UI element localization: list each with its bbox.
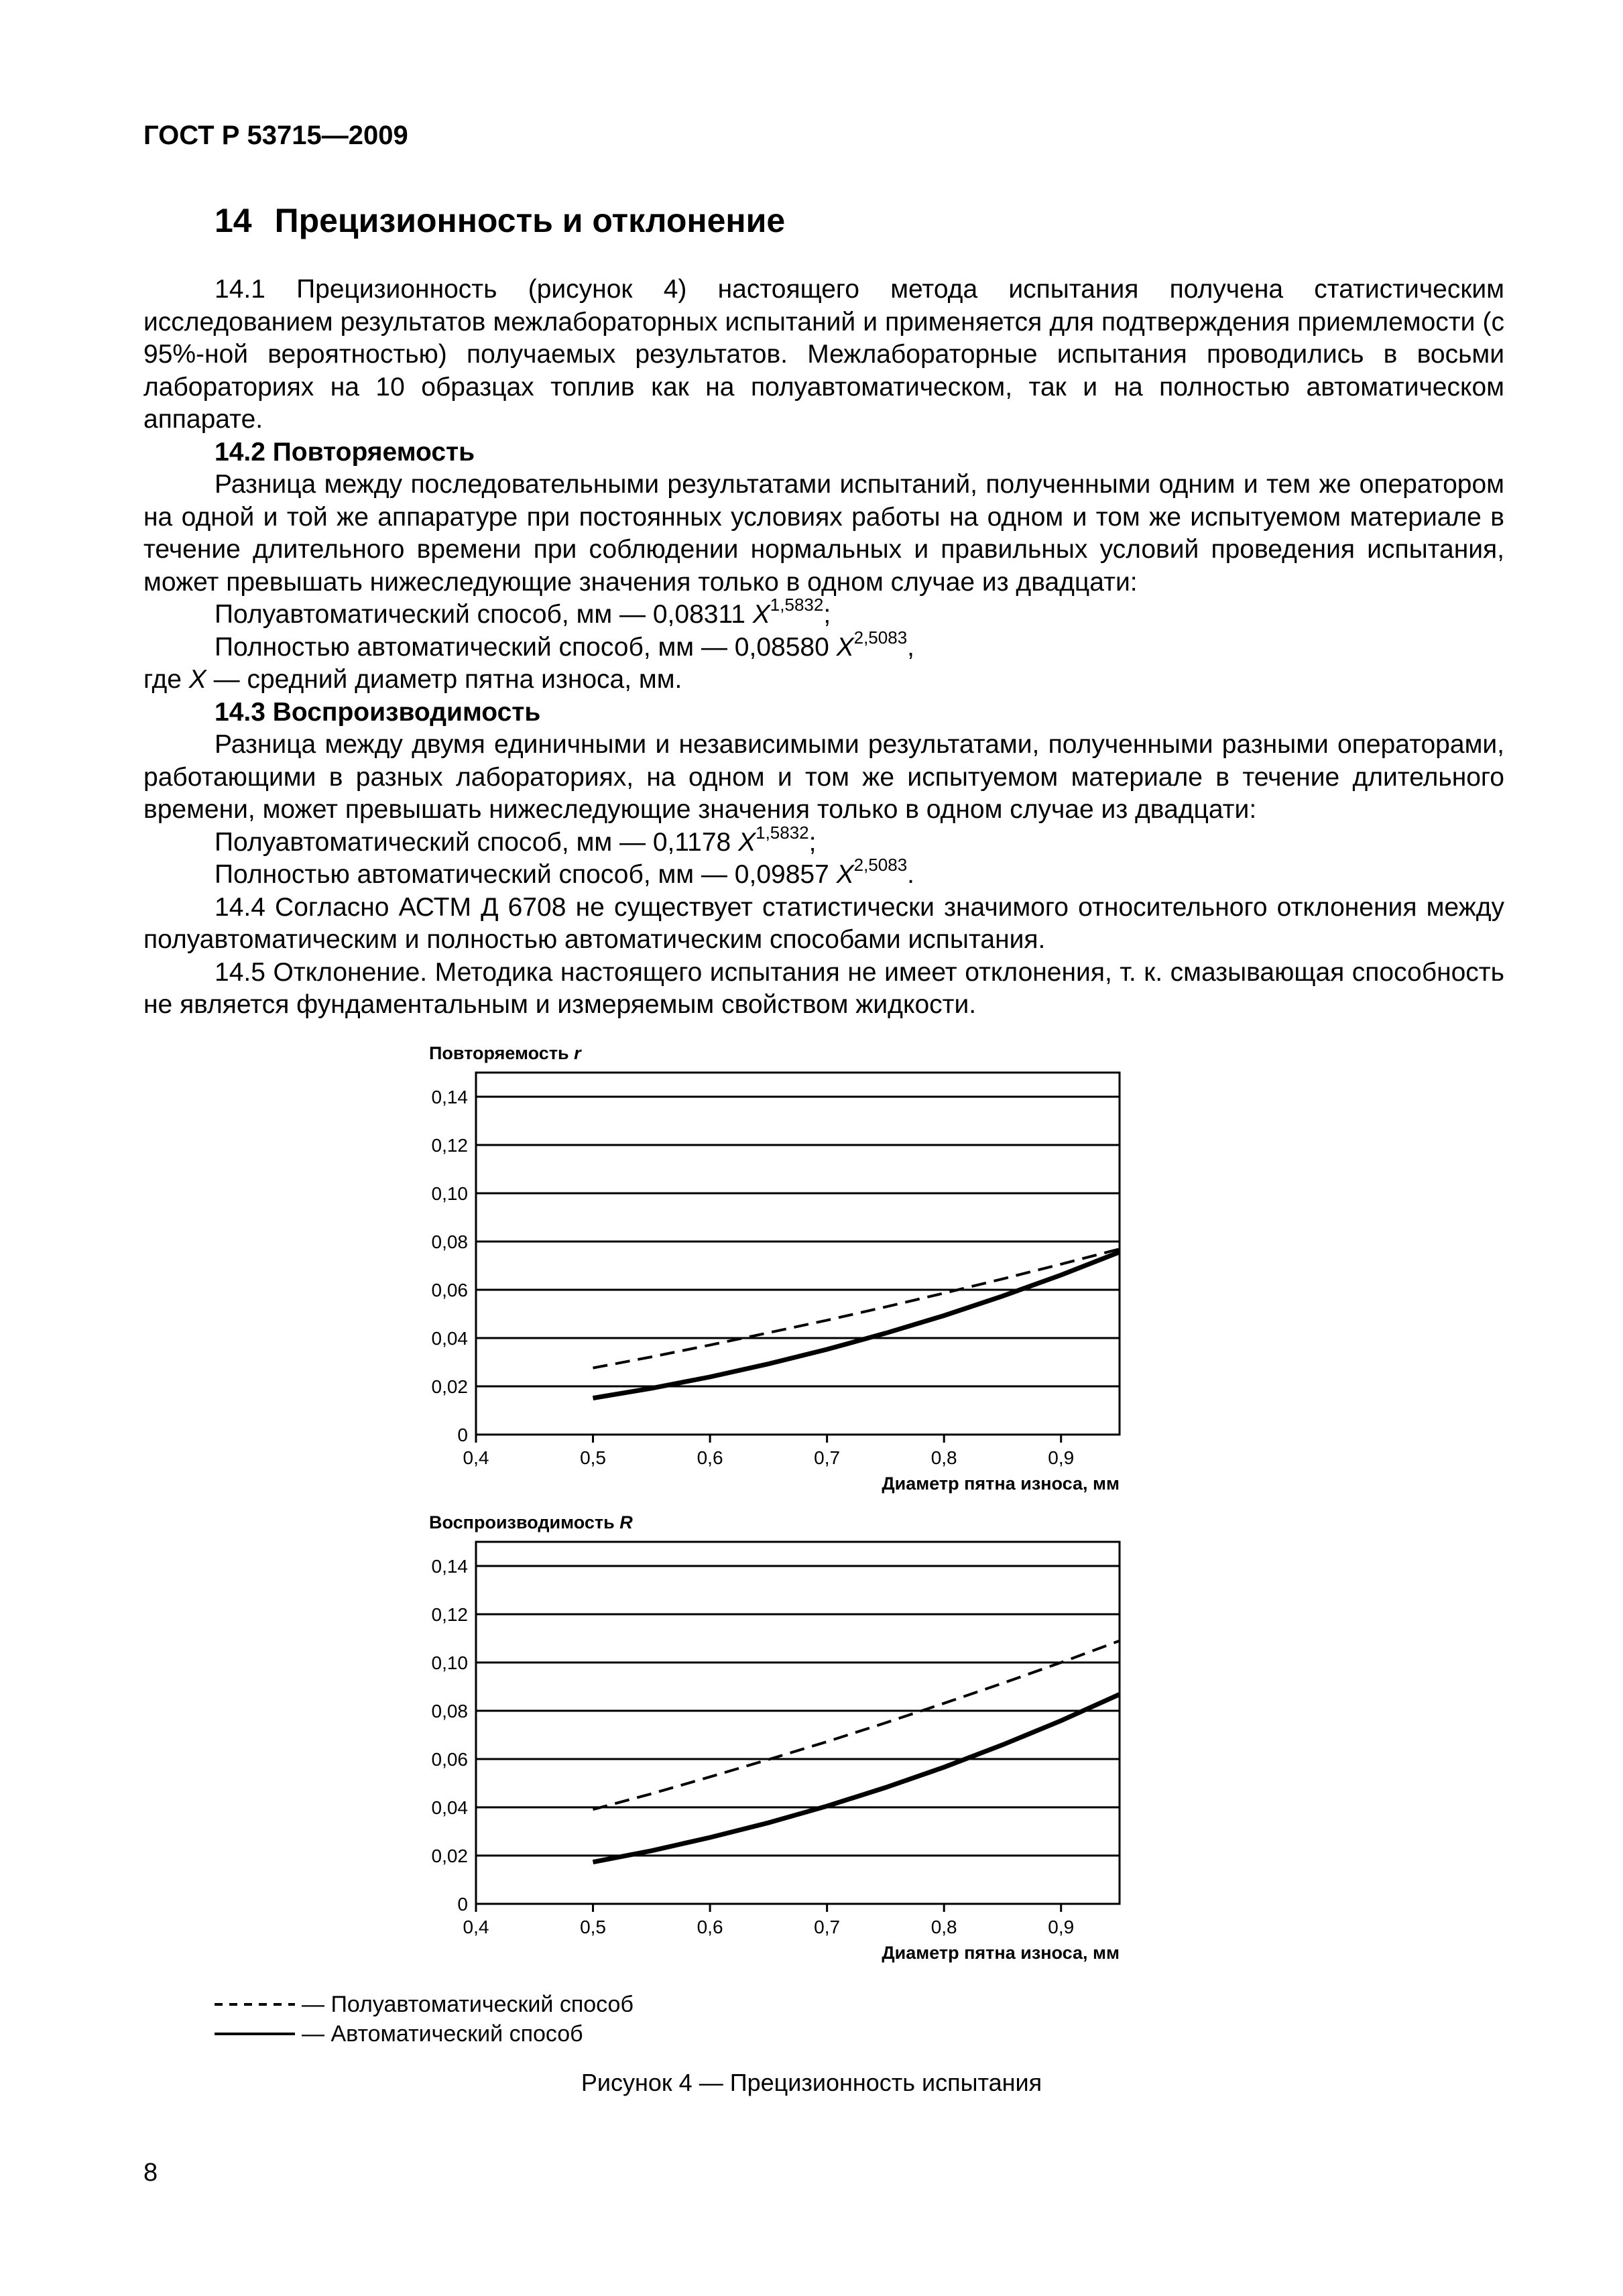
repeatability-chart bbox=[402, 1032, 1140, 1502]
x-tick-label: 0,8 bbox=[930, 1447, 957, 1468]
legend-label: — Автоматический способ bbox=[302, 2021, 583, 2047]
y-axis-label: Повторяемость r bbox=[429, 1043, 581, 1063]
y-tick-label: 0,08 bbox=[431, 1701, 468, 1721]
x-tick-label: 0,9 bbox=[1048, 1447, 1075, 1468]
y-tick-label: 0,02 bbox=[431, 1846, 468, 1866]
heading-14-2: 14.2 Повторяемость bbox=[215, 437, 475, 467]
reproducibility-chart bbox=[402, 1502, 1140, 1971]
y-tick-label: 0,10 bbox=[431, 1652, 468, 1673]
section-title-text: Прецизионность и отклонение bbox=[274, 202, 786, 239]
formula-reproducibility-semi: Полуавтоматический способ, мм — 0,1178 $X^{1,5832}$; bbox=[215, 822, 817, 857]
dashed-line-swatch bbox=[215, 1998, 295, 2011]
document-header: ГОСТ Р 53715—2009 bbox=[143, 121, 408, 150]
x-tick-label: 0,5 bbox=[580, 1917, 607, 1937]
y-tick-label: 0,08 bbox=[431, 1231, 468, 1252]
y-tick-label: 0,04 bbox=[431, 1328, 468, 1349]
plot-frame bbox=[476, 1073, 1120, 1435]
paragraph-14-1: 14.1 Прецизионность (рисунок 4) настоящего метода испытания получена статистическим исследованием результатов межлабораторных испытаний и применяется для подтверждения приемлемости (с 95%-ной вероятностью) получаемых результатов. Межлабораторные испытания проводились в восьми лабораториях на 10 образцах топлив как на полуавтоматическом, так и на полностью автоматическом аппарате. bbox=[143, 275, 1504, 434]
x-tick-label: 0,6 bbox=[697, 1917, 723, 1937]
y-tick-label: 0,02 bbox=[431, 1376, 468, 1397]
x-tick-label: 0,7 bbox=[814, 1447, 841, 1468]
y-tick-label: 0 bbox=[457, 1894, 468, 1915]
y-tick-label: 0,12 bbox=[431, 1135, 468, 1156]
y-tick-label: 0,06 bbox=[431, 1280, 468, 1301]
heading-14-3: 14.3 Воспроизводимость bbox=[215, 697, 541, 727]
y-tick-label: 0,06 bbox=[431, 1749, 468, 1770]
formula-reproducibility-auto: Полностью автоматический способ, мм — 0,09857 $X^{2,5083}$. bbox=[215, 855, 914, 889]
x-tick-label: 0,6 bbox=[697, 1447, 723, 1468]
plot-frame bbox=[476, 1542, 1120, 1904]
x-tick-label: 0,7 bbox=[814, 1917, 841, 1937]
legend-item-semi-auto bbox=[215, 1990, 634, 2019]
section-number: 14 bbox=[215, 202, 252, 239]
y-tick-label: 0,14 bbox=[431, 1087, 468, 1107]
y-axis-label: Воспроизводимость R bbox=[429, 1512, 633, 1532]
y-tick-label: 0 bbox=[457, 1425, 468, 1445]
x-tick-label: 0,4 bbox=[463, 1917, 489, 1937]
legend-item-auto bbox=[215, 2019, 634, 2049]
y-tick-label: 0,14 bbox=[431, 1556, 468, 1577]
figure-legend bbox=[215, 1990, 634, 2049]
series-line-auto bbox=[593, 1252, 1120, 1398]
x-tick-label: 0,5 bbox=[580, 1447, 607, 1468]
solid-line-swatch bbox=[215, 2027, 295, 2041]
figure-caption: Рисунок 4 — Прецизионность испытания bbox=[581, 2069, 1042, 2096]
x-tick-label: 0,9 bbox=[1048, 1917, 1075, 1937]
x-axis-label: Диаметр пятна износа, мм bbox=[882, 1943, 1120, 1963]
page-number: 8 bbox=[143, 2159, 158, 2187]
x-tick-label: 0,4 bbox=[463, 1447, 489, 1468]
paragraph-14-2: Разница между последовательными результатами испытаний, полученными одним и тем же оператором на одной и той же аппаратуре при постоянных условиях работы на одном и том же испытуемом материале в течение длительного времени при соблюдении нормальных и правильных условий проведения испытания, может превышать нижеследующие значения только в одном случае из двадцати: bbox=[143, 470, 1504, 597]
paragraph-14-5: 14.5 Отклонение. Методика настоящего испытания не имеет отклонения, т. к. смазывающая способность не является фундаментальным и измеряемым свойством жидкости. bbox=[143, 957, 1504, 1019]
variable-definition: где X — средний диаметр пятна износа, мм. bbox=[143, 665, 682, 694]
paragraph-14-3: Разница между двумя единичными и независимыми результатами, полученными разными операторами, работающими в разных лабораториях, на одном и том же испытуемом материале в течение длительного времени, может превышать нижеследующие значения только в одном случае из двадцати: bbox=[143, 730, 1504, 824]
y-tick-label: 0,12 bbox=[431, 1604, 468, 1625]
formula-repeatability-auto: Полностью автоматический способ, мм — 0,08580 $X^{2,5083}$, bbox=[215, 627, 914, 662]
legend-label: — Полуавтоматический способ bbox=[302, 1992, 634, 2017]
formula-repeatability-semi: Полуавтоматический способ, мм — 0,08311 $X^{1,5832}$; bbox=[215, 595, 831, 629]
series-line-semi-auto bbox=[593, 1249, 1120, 1368]
series-line-semi-auto bbox=[593, 1641, 1120, 1810]
y-tick-label: 0,04 bbox=[431, 1797, 468, 1818]
body-text bbox=[143, 274, 1504, 1022]
section-title bbox=[215, 201, 785, 240]
y-tick-label: 0,10 bbox=[431, 1183, 468, 1204]
series-line-auto bbox=[593, 1695, 1120, 1862]
x-axis-label: Диаметр пятна износа, мм bbox=[882, 1473, 1120, 1494]
paragraph-14-4: 14.4 Согласно АСТМ Д 6708 не существует статистически значимого относительного отклонения между полуавтоматическим и полностью автоматическим способами испытания. bbox=[143, 892, 1504, 954]
x-tick-label: 0,8 bbox=[930, 1917, 957, 1937]
